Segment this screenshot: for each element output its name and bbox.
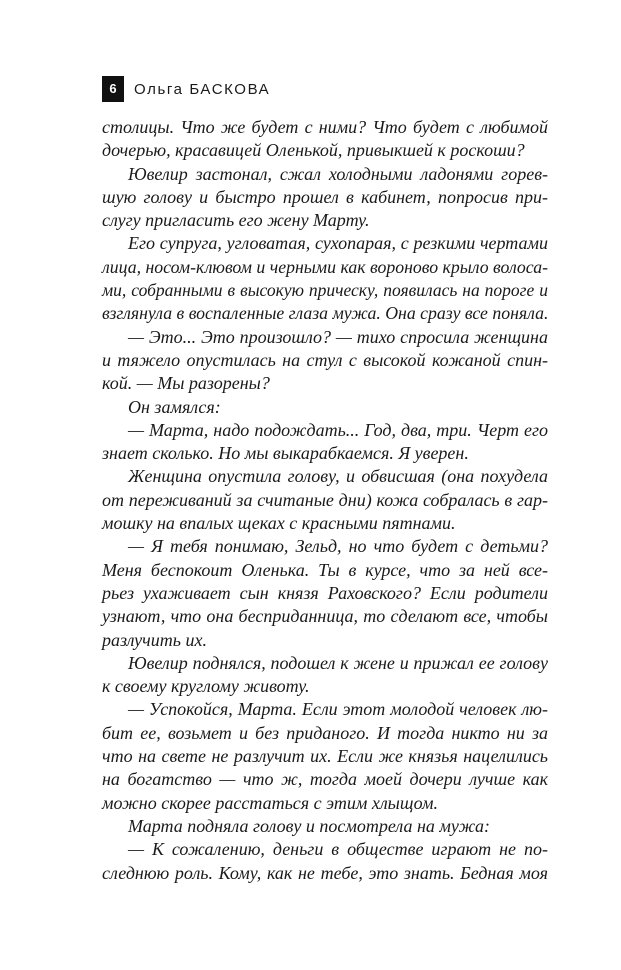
text-line: узнают, что она бесприданница, то сделают все, чтобы bbox=[102, 606, 548, 627]
text-line: Марта подняла голову и посмотрела на мужа: bbox=[128, 815, 490, 836]
text-line: что на свете не разлучит их. Если же князья нацелились bbox=[102, 746, 548, 767]
text-line: знает сколько. Но мы выкарабкаемся. Я уверен. bbox=[102, 443, 469, 464]
text-line: разлучить их. bbox=[102, 629, 207, 650]
text-line: мошку на впалых щеках с красными пятнами. bbox=[102, 513, 456, 534]
text-line: от переживаний за считаные дни) кожа собралась в гар- bbox=[102, 489, 548, 510]
text-line: лица, носом-клювом и черными как вороново крыло волоса- bbox=[102, 256, 548, 277]
text-line: Ювелир застонал, сжал холодными ладонями горев- bbox=[128, 163, 548, 184]
text-line: к своему круглому животу. bbox=[102, 676, 310, 697]
text-line: и тяжело опустилась на стул с высокой кожаной спин- bbox=[102, 349, 548, 370]
text-line: — Я тебя понимаю, Зельд, но что будет с детьми? bbox=[128, 536, 548, 557]
text-line: Он замялся: bbox=[128, 396, 221, 417]
running-head bbox=[102, 76, 270, 102]
text-line: ми, собранными в высокую прическу, появилась на пороге и bbox=[102, 280, 548, 301]
text-line: дочерью, красавицей Оленькой, привыкшей к роскоши? bbox=[102, 140, 525, 161]
text-line: шую голову и быстро прошел в кабинет, попросив при- bbox=[102, 186, 548, 207]
text-line: Меня беспокоит Оленька. Ты в курсе, что за ней все- bbox=[102, 559, 548, 580]
text-line: взглянула в воспаленные глаза мужа. Она сразу все поняла. bbox=[102, 303, 549, 324]
running-title-author: Ольга БАСКОВА bbox=[134, 80, 271, 98]
text-line: рьез ухаживает сын князя Раховского? Если родители bbox=[102, 582, 548, 603]
text-line: можно скорее расстаться с этим хлыщом. bbox=[102, 792, 438, 813]
text-line: бит ее, возьмет и без приданого. И тогда никто ни за bbox=[102, 722, 548, 743]
text-line: Ювелир поднялся, подошел к жене и прижал ее голову bbox=[128, 652, 548, 673]
text-line: — Это... Это произошло? — тихо спросила женщина bbox=[128, 326, 548, 347]
text-line: следнюю роль. Кому, как не тебе, это знать. Бедная моя bbox=[102, 862, 548, 883]
text-line: на богатство — что ж, тогда моей дочери лучше как bbox=[102, 769, 548, 790]
text-line: — К сожалению, деньги в обществе играют не по- bbox=[128, 839, 548, 860]
text-line: Его супруга, угловатая, сухопарая, с резкими чертами bbox=[128, 233, 548, 254]
text-line: кой. — Мы разорены? bbox=[102, 373, 270, 394]
text-line: слугу пригласить его жену Марту. bbox=[102, 210, 370, 231]
text-line: столицы. Что же будет с ними? Что будет с любимой bbox=[102, 117, 548, 137]
body-text bbox=[102, 116, 548, 885]
text-line: — Успокойся, Марта. Если этот молодой человек лю- bbox=[128, 699, 548, 720]
text-line: — Марта, надо подождать... Год, два, три. Черт его bbox=[128, 419, 548, 440]
page-number: 6 bbox=[102, 76, 124, 102]
text-line: Женщина опустила голову, и обвисшая (она похудела bbox=[128, 466, 548, 487]
